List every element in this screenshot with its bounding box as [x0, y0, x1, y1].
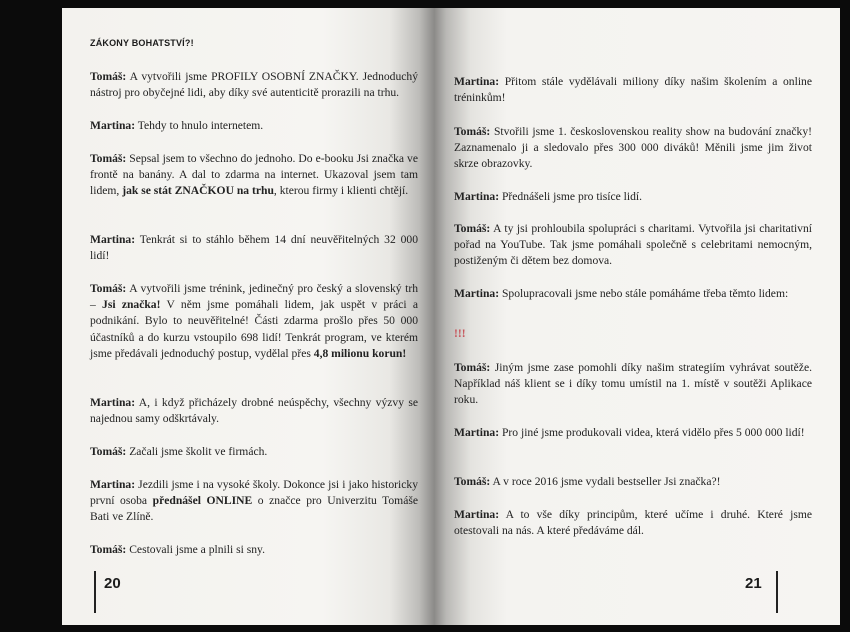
emphasis-text: jak se stát ZNAČKOU na trhu — [122, 184, 274, 198]
dialogue-text: Cestovali jsme a plnili si sny. — [126, 543, 265, 556]
dialogue-text: Pro jiné jsme produkovali videa, která vidělo přes 5 000 000 lidí! — [499, 426, 805, 439]
dialogue-text: Tenkrát si to stáhlo během 14 dní neuvěřitelných 32 000 lidí! — [90, 233, 418, 263]
dialogue-text: Tehdy to hnulo internetem. — [135, 119, 264, 132]
dialogue-paragraph — [454, 189, 812, 205]
dialogue-paragraph — [454, 74, 812, 106]
speaker-label: Martina: — [90, 119, 136, 132]
dialogue-text: o značce pro Univerzitu Tomáše Bati ve Zlíně. — [90, 494, 419, 524]
dialogue-text: Spolupracovali jsme nebo stále pomáháme třeba těmto lidem: — [499, 287, 789, 300]
speaker-label: Tomáš: — [90, 70, 127, 83]
speaker-label: Martina: — [454, 426, 500, 439]
dialogue-paragraph — [454, 124, 812, 173]
dialogue-text: A, i když přicházely drobné neúspěchy, všechny výzvy se najednou samy odškrtávaly. — [90, 396, 418, 426]
page-number: 21 — [745, 575, 762, 592]
emphasis-text: 4,8 milionu korun! — [313, 346, 407, 360]
speaker-label: Tomáš: — [90, 282, 127, 295]
book-spread — [62, 8, 840, 625]
dialogue-text: Začali jsme školit ve firmách. — [126, 445, 268, 458]
dialogue-paragraph — [90, 281, 418, 362]
dialogue-text: Přitom stále vydělávali miliony díky našim školením a online tréninkům! — [454, 75, 812, 105]
dialogue-paragraph — [90, 151, 418, 200]
dialogue-paragraph — [454, 360, 812, 409]
speaker-label: Martina: — [90, 396, 136, 409]
speaker-label: Tomáš: — [90, 152, 127, 165]
dialogue-paragraph — [90, 395, 418, 427]
page-number: 20 — [104, 575, 121, 592]
dialogue-paragraph — [454, 507, 812, 539]
dialogue-paragraph — [454, 474, 812, 490]
dialogue-text: Stvořili jsme 1. československou reality show na budování značky! Zaznamenalo ji a sledovalo přes 300 000 diváků! Měnili jsme jim život skrze obrazovky. — [454, 125, 812, 171]
dialogue-text: , kterou firmy i klienti chtějí. — [273, 184, 409, 198]
dialogue-text: Jiným jsme zase pomohli díky našim strategiím vyhrávat soutěže. Například náš klient se i díky tomu umístil na 1. místě v soutěži Aplikace roku. — [454, 361, 812, 407]
speaker-label: Tomáš: — [454, 222, 491, 235]
dialogue-text: Sepsal jsem to všechno do jednoho. Do e-booku Jsi značka ve frontě na banány. A dal to zdarma na internet. Ukazoval jsem tam lidem, — [90, 152, 418, 198]
dialogue-text: A to vše díky principům, které učíme i druhé. Které jsme otestovali na nás. A které předáváme dál. — [454, 508, 812, 538]
placeholder-marks — [454, 326, 812, 342]
dialogue-paragraph — [454, 221, 812, 270]
speaker-label: Martina: — [90, 478, 136, 491]
speaker-label: Martina: — [454, 190, 500, 203]
dialogue-text: A vytvořili jsme trénink, jedinečný pro český a slovenský trh – — [90, 282, 418, 312]
dialogue-paragraph — [454, 425, 812, 441]
page-number-rule — [776, 571, 778, 613]
speaker-label: Martina: — [454, 75, 500, 88]
dialogue-text: Jezdili jsme i na vysoké školy. Dokonce jsi i jako historicky první osoba — [90, 478, 418, 508]
dialogue-text: A vytvořili jsme PROFILY OSOBNÍ ZNAČKY. Jednoduchý nástroj pro obyčejné lidi, aby díky své autenticitě prorazili na trhu. — [90, 70, 418, 100]
dialogue-paragraph — [90, 118, 418, 134]
emphasis-text: Jsi značka! — [102, 298, 161, 312]
dialogue-text: A v roce 2016 jsme vydali bestseller Jsi značka?! — [490, 475, 721, 488]
dialogue-text: V něm jsme pomáhali lidem, jak uspět v práci a podnikání. Bylo to neuvěřitelné! Části zdarma prošlo přes 50 000 účastníků a do kurzu vstoupilo 698 lidí! Tenkrát program, ve kterém jsme předávali jednoduchý postup, vydělal přes — [90, 298, 418, 360]
left-page — [62, 8, 434, 625]
speaker-label: Tomáš: — [90, 543, 127, 556]
speaker-label: Martina: — [90, 233, 136, 246]
dialogue-paragraph — [90, 232, 418, 264]
page-number-rule — [94, 571, 96, 613]
speaker-label: Martina: — [454, 508, 500, 521]
dialogue-paragraph — [90, 477, 418, 526]
dialogue-text: A ty jsi prohloubila spolupráci s charitami. Vytvořila jsi charitativní pořad na YouTube. Tak jsme pomáhali společně s celebritami nemocným, postiženým či dětem bez domova. — [454, 222, 812, 268]
dialogue-paragraph — [90, 444, 418, 460]
speaker-label: Tomáš: — [454, 125, 491, 138]
exclamation-marks: !!! — [454, 327, 466, 340]
dialogue-paragraph — [90, 69, 418, 101]
right-page — [434, 8, 840, 625]
speaker-label: Martina: — [454, 287, 500, 300]
dialogue-text: Přednášeli jsme pro tisíce lidí. — [499, 190, 643, 203]
speaker-label: Tomáš: — [90, 445, 127, 458]
speaker-label: Tomáš: — [454, 475, 491, 488]
speaker-label: Tomáš: — [454, 361, 491, 374]
running-head: ZÁKONY BOHATSTVÍ?! — [90, 38, 194, 48]
dialogue-paragraph — [90, 542, 418, 558]
emphasis-text: přednášel ONLINE — [152, 494, 253, 508]
dialogue-paragraph — [454, 286, 812, 302]
